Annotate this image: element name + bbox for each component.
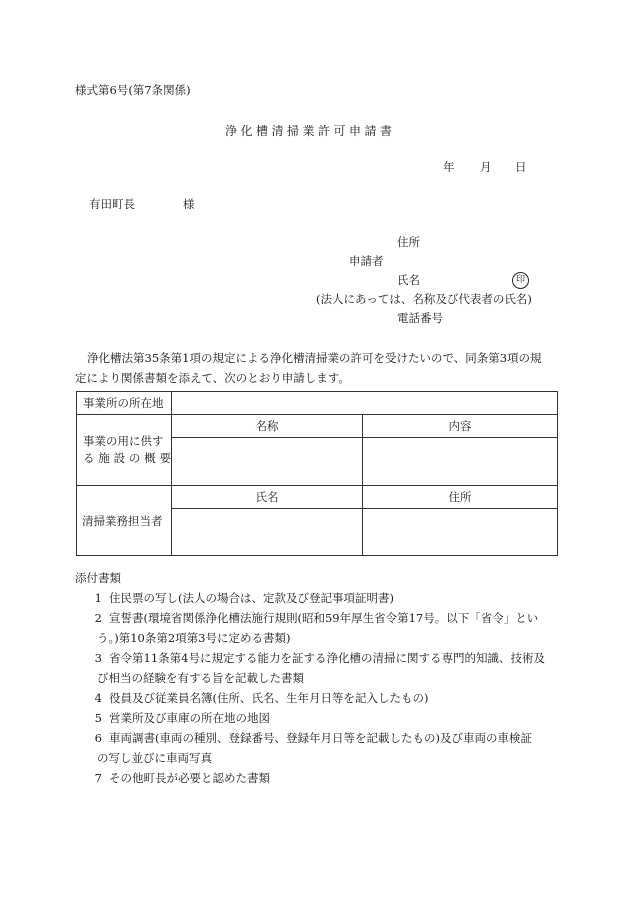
facility-name-value[interactable] (172, 438, 363, 486)
attachment-item-continuation: の写し並びに車両写真 (97, 751, 212, 765)
page-title: 浄化槽清掃業許可申請書 (225, 124, 396, 138)
seal-icon: 印 (512, 272, 529, 289)
date-day: 日 (515, 160, 527, 174)
staff-address-value[interactable] (363, 509, 558, 556)
date-month: 月 (480, 160, 492, 174)
form-number: 様式第6号(第7条関係) (75, 83, 191, 97)
location-value[interactable] (172, 392, 558, 415)
addressee-name: 有田町長 (89, 197, 135, 211)
attachments-heading: 添付書類 (75, 571, 121, 585)
facility-label (77, 415, 175, 486)
attachment-item-continuation: う。)第10条第2項第3号に定める書類) (97, 631, 291, 645)
date-year: 年 (443, 160, 455, 174)
attachment-item: 6 車両調書(車両の種別、登録番号、登録年月日等を記載したもの)及び車両の車検証 (94, 731, 532, 745)
attachment-item: 5 営業所及び車庫の所在地の地図 (94, 711, 270, 725)
attachment-item: 3 省令第11条第4号に規定する能力を証する浄化槽の清掃に関する専門的知識、技術及 (94, 651, 545, 665)
attachments-list (75, 568, 565, 788)
statement-line-1: 浄化槽法第35条第1項の規定による浄化槽清掃業の許可を受けたいので、同条第3項の規 (87, 351, 542, 365)
facility-label-line-1: 事業の用に供す (83, 434, 164, 448)
applicant-address-label: 住所 (397, 235, 420, 249)
applicant-phone-label: 電話番号 (397, 311, 443, 325)
attachment-item: 1 住民票の写し(法人の場合は、定款及び登記事項証明書) (94, 591, 394, 605)
facility-col-name: 名称 (172, 415, 363, 438)
facility-content-value[interactable] (363, 438, 558, 486)
staff-name-value[interactable] (172, 509, 363, 556)
attachment-item: 2 宣誓書(環境省関係浄化槽法施行規則(昭和59年厚生省令第17号。以下「省令」とい (94, 611, 539, 625)
applicant-role-label: 申請者 (349, 254, 384, 268)
addressee-honorific: 様 (183, 197, 195, 211)
attachment-item: 7 その他町長が必要と認めた書類 (94, 771, 270, 785)
facility-label-line-2: る施設の概要 (83, 451, 175, 465)
seal-mark (512, 272, 529, 289)
attachment-item: 4 役員及び従業員名簿(住所、氏名、生年月日等を記入したもの) (94, 691, 429, 705)
staff-col-address: 住所 (363, 486, 558, 509)
applicant-name-label: 氏名 (397, 273, 420, 287)
applicant-corp-note: (法人にあっては、名称及び代表者の氏名) (316, 292, 532, 306)
staff-col-name: 氏名 (172, 486, 363, 509)
statement-line-2: 定により関係書類を添えて、次のとおり申請します。 (75, 371, 350, 385)
attachment-item-continuation: び相当の経験を有する旨を記載した書類 (97, 671, 304, 685)
staff-label: 清掃業務担当者 (77, 486, 172, 556)
facility-col-content: 内容 (363, 415, 558, 438)
application-table (76, 391, 558, 556)
application-statement (75, 348, 560, 388)
location-label: 事業所の所在地 (77, 392, 172, 415)
